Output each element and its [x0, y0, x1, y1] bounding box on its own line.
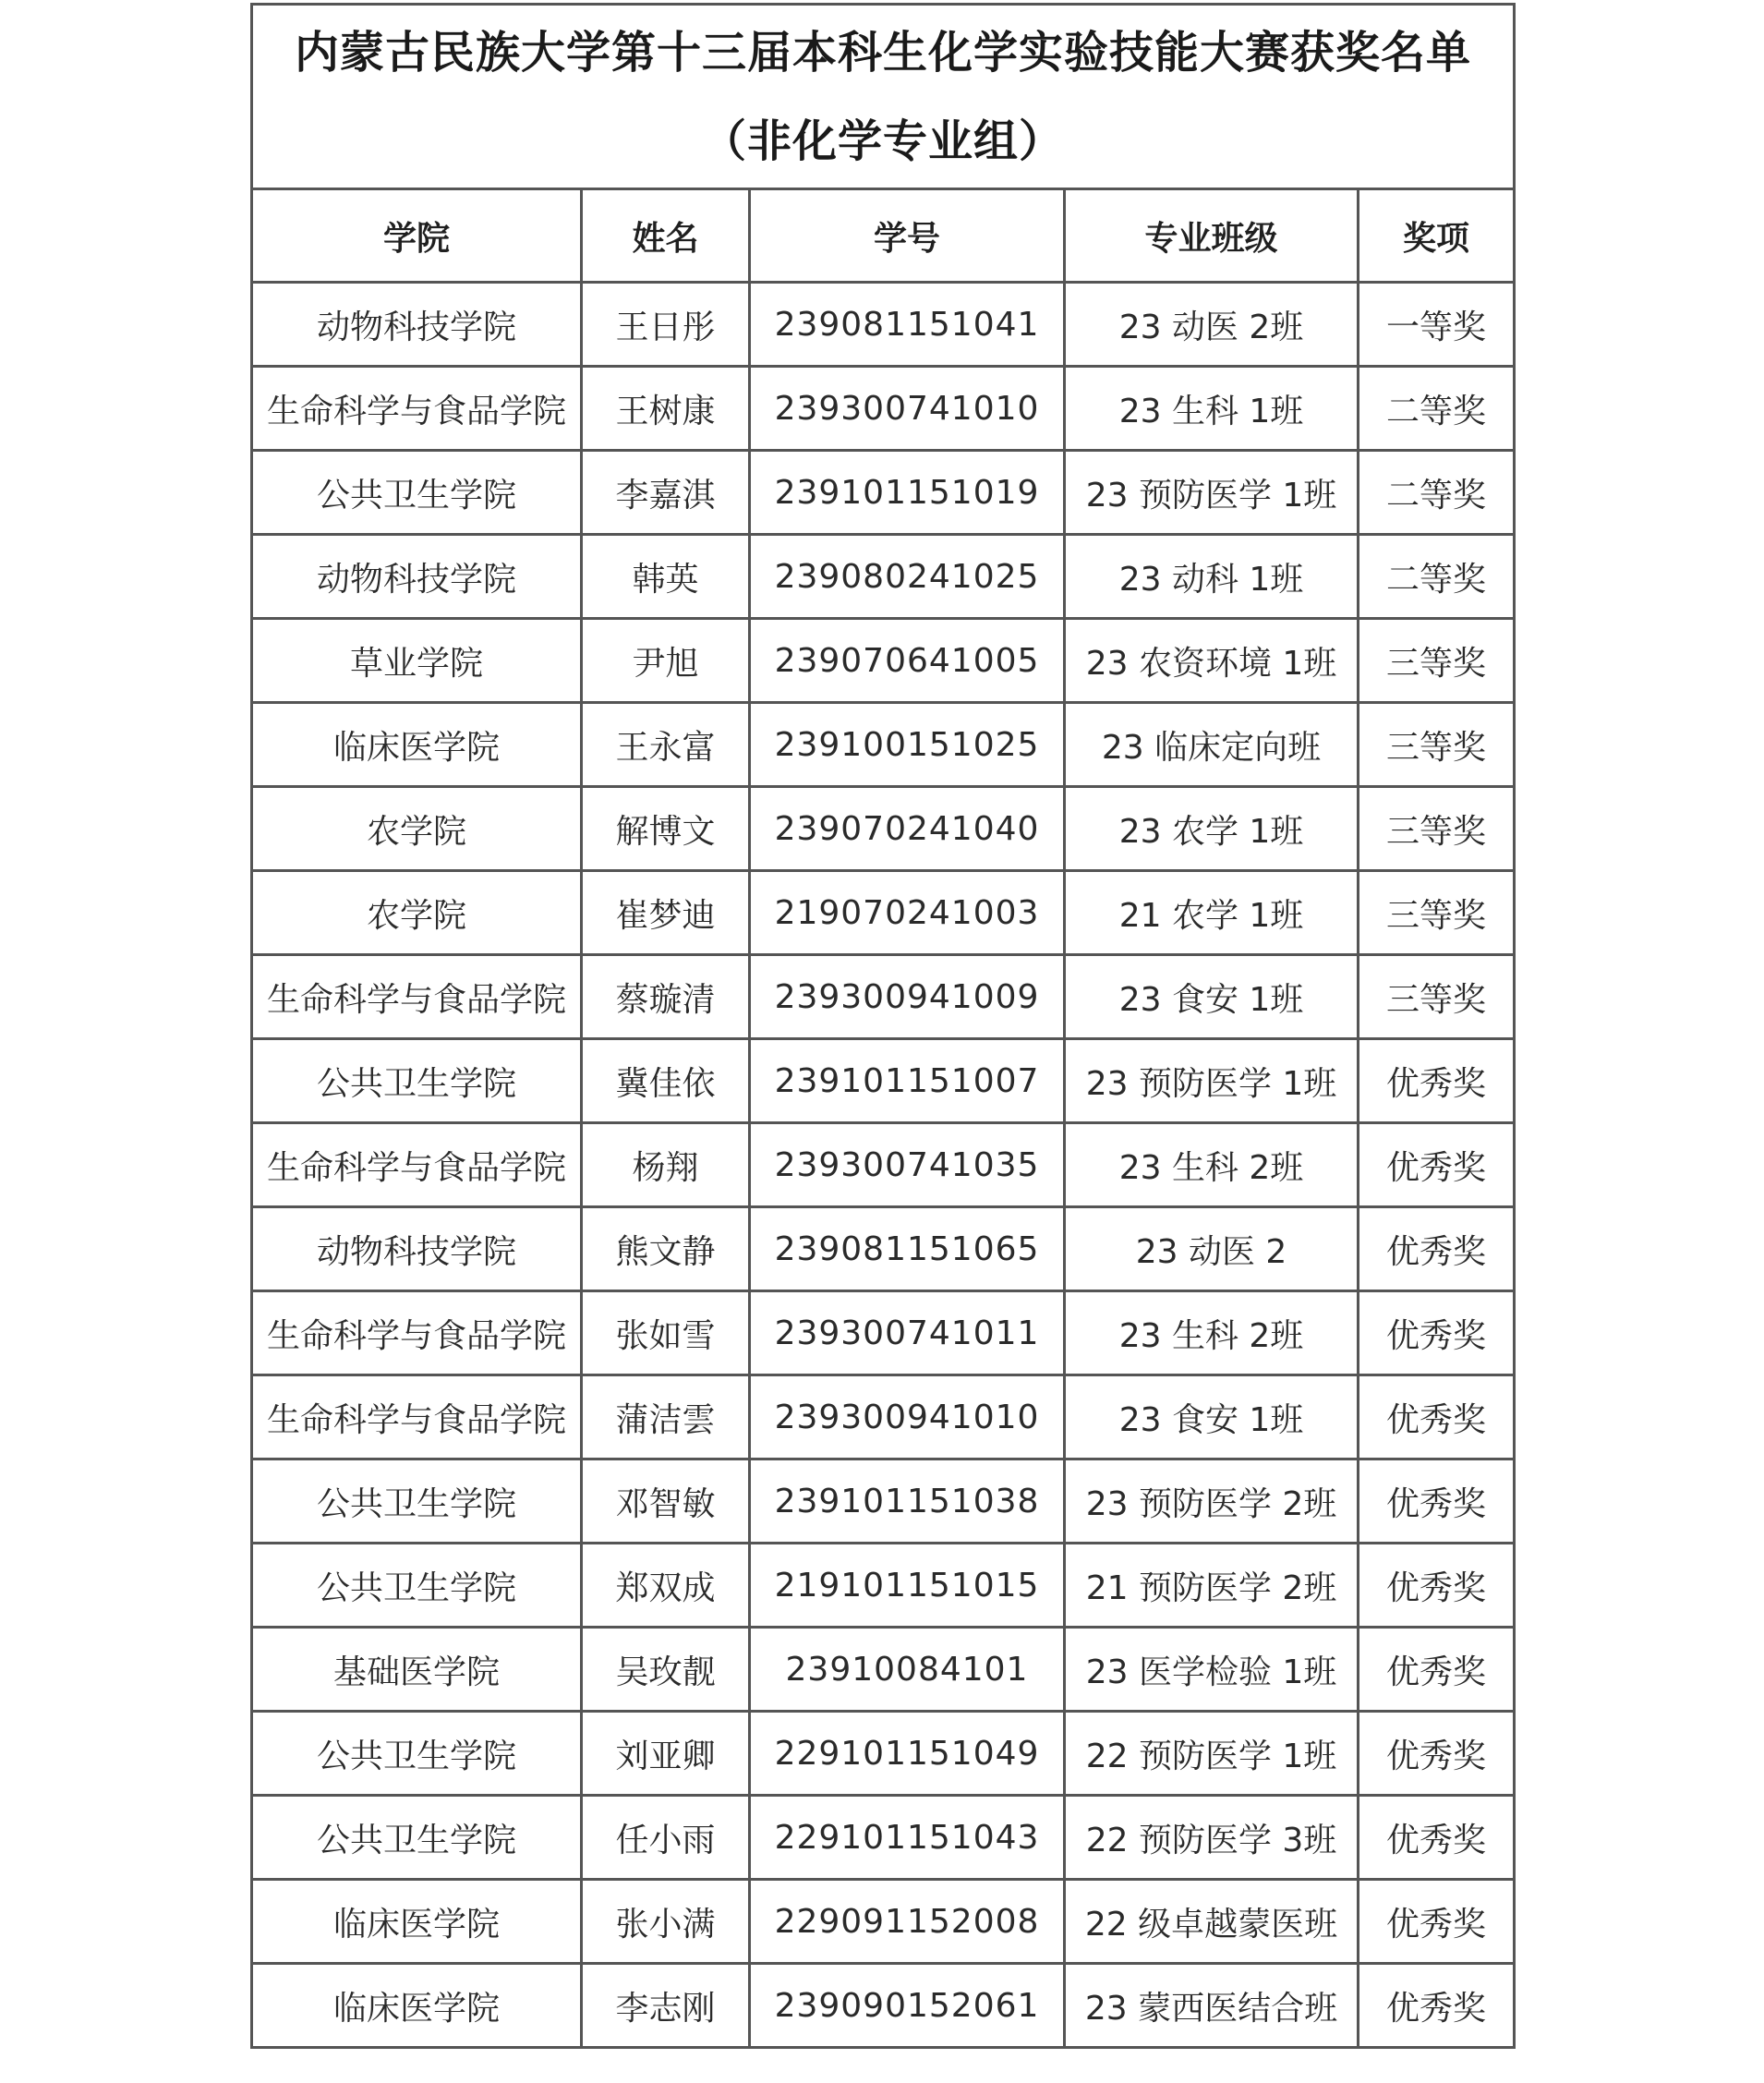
cell-award: 优秀奖	[1359, 1880, 1515, 1964]
cell-college: 动物科技学院	[252, 1207, 582, 1291]
cell-award: 一等奖	[1359, 283, 1515, 367]
table-row	[252, 1291, 1515, 1375]
cell-class: 23 生科 2班	[1065, 1123, 1359, 1207]
cell-class: 23 预防医学 1班	[1065, 451, 1359, 535]
cell-student-id: 239101151038	[750, 1459, 1065, 1544]
table-row	[252, 1712, 1515, 1796]
cell-student-id: 239100151025	[750, 703, 1065, 787]
cell-class: 23 农学 1班	[1065, 787, 1359, 871]
cell-name: 蒲洁雲	[582, 1375, 750, 1459]
cell-student-id: 229091152008	[750, 1880, 1065, 1964]
cell-college: 生命科学与食品学院	[252, 1123, 582, 1207]
cell-class: 23 动医 2	[1065, 1207, 1359, 1291]
cell-name: 尹旭	[582, 619, 750, 703]
cell-name: 熊文静	[582, 1207, 750, 1291]
cell-name: 韩英	[582, 535, 750, 619]
cell-award: 优秀奖	[1359, 1207, 1515, 1291]
cell-class: 21 农学 1班	[1065, 871, 1359, 955]
cell-award: 优秀奖	[1359, 1291, 1515, 1375]
table-row	[252, 1459, 1515, 1544]
table-row	[252, 787, 1515, 871]
cell-award: 二等奖	[1359, 367, 1515, 451]
cell-class: 23 生科 2班	[1065, 1291, 1359, 1375]
cell-award: 三等奖	[1359, 703, 1515, 787]
cell-award: 优秀奖	[1359, 1544, 1515, 1628]
column-header-student-id: 学号	[750, 189, 1065, 283]
column-header-name: 姓名	[582, 189, 750, 283]
cell-award: 优秀奖	[1359, 1459, 1515, 1544]
cell-class: 23 农资环境 1班	[1065, 619, 1359, 703]
cell-college: 临床医学院	[252, 1964, 582, 2048]
table-row	[252, 283, 1515, 367]
cell-name: 李嘉淇	[582, 451, 750, 535]
cell-name: 邓智敏	[582, 1459, 750, 1544]
cell-college: 生命科学与食品学院	[252, 1375, 582, 1459]
cell-name: 崔梦迪	[582, 871, 750, 955]
cell-college: 公共卫生学院	[252, 451, 582, 535]
cell-name: 吴玫靓	[582, 1628, 750, 1712]
cell-name: 杨翔	[582, 1123, 750, 1207]
cell-college: 农学院	[252, 787, 582, 871]
cell-college: 生命科学与食品学院	[252, 1291, 582, 1375]
cell-student-id: 239070241040	[750, 787, 1065, 871]
table-row	[252, 1880, 1515, 1964]
table-row	[252, 367, 1515, 451]
cell-award: 优秀奖	[1359, 1039, 1515, 1123]
cell-college: 基础医学院	[252, 1628, 582, 1712]
cell-college: 生命科学与食品学院	[252, 367, 582, 451]
table-row	[252, 1544, 1515, 1628]
cell-award: 三等奖	[1359, 619, 1515, 703]
cell-college: 临床医学院	[252, 703, 582, 787]
cell-college: 公共卫生学院	[252, 1796, 582, 1880]
cell-student-id: 239101151019	[750, 451, 1065, 535]
cell-name: 解博文	[582, 787, 750, 871]
cell-name: 王日彤	[582, 283, 750, 367]
cell-student-id: 239081151065	[750, 1207, 1065, 1291]
cell-class: 23 动科 1班	[1065, 535, 1359, 619]
column-header-award: 奖项	[1359, 189, 1515, 283]
cell-college: 公共卫生学院	[252, 1712, 582, 1796]
cell-student-id: 239080241025	[750, 535, 1065, 619]
award-rows	[252, 283, 1515, 2048]
table-row	[252, 871, 1515, 955]
cell-student-id: 239300941009	[750, 955, 1065, 1039]
cell-college: 农学院	[252, 871, 582, 955]
cell-class: 23 动医 2班	[1065, 283, 1359, 367]
cell-student-id: 239300741035	[750, 1123, 1065, 1207]
cell-college: 公共卫生学院	[252, 1544, 582, 1628]
cell-student-id: 239300741010	[750, 367, 1065, 451]
cell-class: 23 预防医学 1班	[1065, 1039, 1359, 1123]
award-list-table	[250, 3, 1516, 2049]
cell-award: 优秀奖	[1359, 1123, 1515, 1207]
document-title: 内蒙古民族大学第十三届本科生化学实验技能大赛获奖名单	[295, 26, 1472, 79]
table-row	[252, 451, 1515, 535]
cell-class: 22 级卓越蒙医班	[1065, 1880, 1359, 1964]
cell-class: 23 生科 1班	[1065, 367, 1359, 451]
cell-class: 21 预防医学 2班	[1065, 1544, 1359, 1628]
cell-award: 优秀奖	[1359, 1375, 1515, 1459]
cell-award: 三等奖	[1359, 955, 1515, 1039]
table-row	[252, 535, 1515, 619]
cell-college: 临床医学院	[252, 1880, 582, 1964]
cell-student-id: 239101151007	[750, 1039, 1065, 1123]
cell-award: 三等奖	[1359, 871, 1515, 955]
table-row	[252, 1964, 1515, 2048]
table-row	[252, 955, 1515, 1039]
cell-name: 冀佳依	[582, 1039, 750, 1123]
cell-class: 23 食安 1班	[1065, 955, 1359, 1039]
title-row	[252, 5, 1515, 189]
cell-award: 优秀奖	[1359, 1712, 1515, 1796]
cell-name: 郑双成	[582, 1544, 750, 1628]
cell-student-id: 219101151015	[750, 1544, 1065, 1628]
table-row	[252, 1207, 1515, 1291]
cell-name: 张如雪	[582, 1291, 750, 1375]
cell-name: 王树康	[582, 367, 750, 451]
cell-class: 23 预防医学 2班	[1065, 1459, 1359, 1544]
title-cell	[252, 5, 1515, 189]
cell-student-id: 239300741011	[750, 1291, 1065, 1375]
table-row	[252, 1039, 1515, 1123]
table-row	[252, 619, 1515, 703]
column-header-college: 学院	[252, 189, 582, 283]
cell-award: 优秀奖	[1359, 1796, 1515, 1880]
cell-student-id: 219070241003	[750, 871, 1065, 955]
table-row	[252, 1375, 1515, 1459]
cell-class: 23 医学检验 1班	[1065, 1628, 1359, 1712]
cell-award: 三等奖	[1359, 787, 1515, 871]
cell-class: 22 预防医学 3班	[1065, 1796, 1359, 1880]
cell-student-id: 239081151041	[750, 283, 1065, 367]
document-subtitle: （非化学专业组）	[702, 115, 1065, 167]
cell-student-id: 23910084101	[750, 1628, 1065, 1712]
cell-award: 优秀奖	[1359, 1628, 1515, 1712]
cell-name: 王永富	[582, 703, 750, 787]
cell-class: 22 预防医学 1班	[1065, 1712, 1359, 1796]
table-row	[252, 1796, 1515, 1880]
cell-award: 二等奖	[1359, 535, 1515, 619]
table-row	[252, 1123, 1515, 1207]
header-row	[252, 189, 1515, 283]
cell-college: 动物科技学院	[252, 283, 582, 367]
cell-award: 优秀奖	[1359, 1964, 1515, 2048]
cell-student-id: 239070641005	[750, 619, 1065, 703]
table-row	[252, 1628, 1515, 1712]
cell-college: 公共卫生学院	[252, 1459, 582, 1544]
column-header-class: 专业班级	[1065, 189, 1359, 283]
cell-student-id: 239090152061	[750, 1964, 1065, 2048]
cell-name: 张小满	[582, 1880, 750, 1964]
cell-award: 二等奖	[1359, 451, 1515, 535]
cell-name: 刘亚卿	[582, 1712, 750, 1796]
cell-student-id: 239300941010	[750, 1375, 1065, 1459]
table-row	[252, 703, 1515, 787]
cell-class: 23 临床定向班	[1065, 703, 1359, 787]
cell-class: 23 食安 1班	[1065, 1375, 1359, 1459]
cell-name: 蔡璇清	[582, 955, 750, 1039]
cell-college: 公共卫生学院	[252, 1039, 582, 1123]
cell-college: 动物科技学院	[252, 535, 582, 619]
cell-class: 23 蒙西医结合班	[1065, 1964, 1359, 2048]
cell-college: 草业学院	[252, 619, 582, 703]
cell-student-id: 229101151043	[750, 1796, 1065, 1880]
cell-student-id: 229101151049	[750, 1712, 1065, 1796]
cell-name: 李志刚	[582, 1964, 750, 2048]
cell-college: 生命科学与食品学院	[252, 955, 582, 1039]
cell-name: 任小雨	[582, 1796, 750, 1880]
